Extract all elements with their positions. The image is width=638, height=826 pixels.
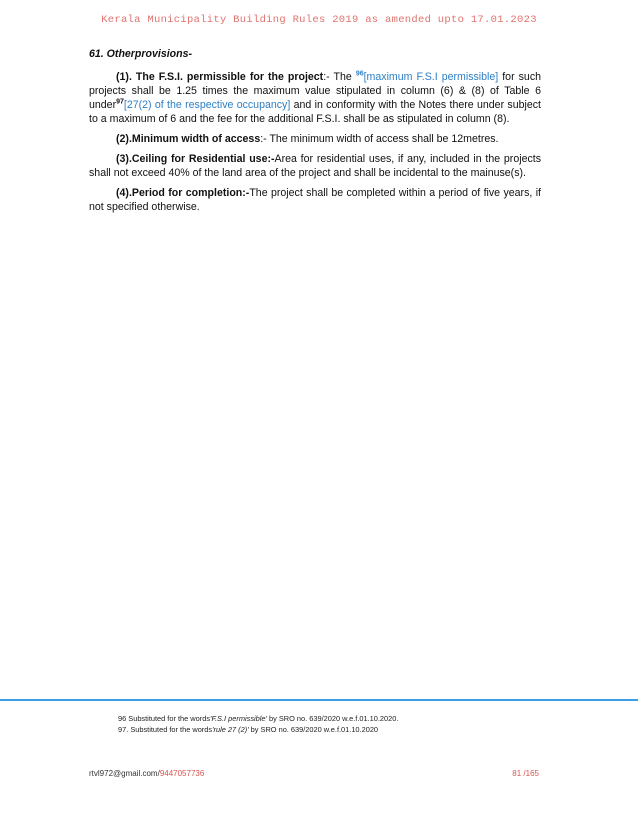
fsi-text-2: for such projects shall be 1.25 times the maximum value stipulated in column (6) & (8) of Table 6 under [89,71,542,111]
footnote-ref-97[interactable]: 97 [116,98,124,106]
paragraph-completion [89,186,541,214]
access-text: :- The minimum width of access shall be 12metres. [260,133,499,145]
footnote-97-source: by SRO no. 639/2020 w.e.f.01.10.2020 [248,725,379,734]
paragraph-fsi [89,70,541,126]
completion-lead: (4).Period for completion:- [116,187,250,199]
footnote-96-text: 96 Substituted for the words [118,714,211,723]
residential-text: Area for residential uses, if any, included in the projects shall not exceed 40% of the land area of the project and shall be incidental to the mainuse(s). [89,153,541,179]
footnotes [118,713,398,735]
fsi-text-3: and in conformity with the Notes there under subject to a maximum of 6 and the fee for the additional F.S.I. shall be as stipulated in column (8). [89,99,541,125]
footnote-97 [118,724,398,735]
paragraph-residential [89,152,541,180]
footnote-97-quote: 'rule 27 (2)' [212,725,249,734]
footnote-96 [118,713,398,724]
paragraph-access [89,132,541,146]
completion-text: The project shall be completed within a period of five years, if not specified otherwise. [89,187,541,213]
footer-contact [89,769,204,778]
page-footer [89,769,539,778]
section-title: 61. Otherprovisions- [89,48,193,60]
footnote-divider [0,699,638,701]
page-number: 81 /165 [512,769,539,778]
footer-email: rtvl972@gmail.com/ [89,769,160,778]
running-header: Kerala Municipality Building Rules 2019 as amended upto 17.01.2023 [101,14,537,26]
fsi-lead: (1). The F.S.I. permissible for the project [116,71,324,83]
residential-lead: (3).Ceiling for Residential use:- [116,153,275,165]
fsi-text-1: :- The [323,71,356,83]
fsi-insert-2: [27(2) of the respective occupancy] [123,99,291,111]
page-body [89,47,541,220]
footnote-97-text: 97. Substituted for the words [118,725,213,734]
access-lead: (2).Minimum width of access [116,133,261,145]
footer-phone: 9447057736 [159,769,205,778]
footnote-96-quote: 'F.S.I permissible' [210,714,267,723]
fsi-insert-1: [maximum F.S.I permissible] [363,71,499,83]
footnote-ref-96[interactable]: 96 [355,70,364,78]
footnote-96-source: by SRO no. 639/2020 w.e.f.01.10.2020. [266,714,399,723]
